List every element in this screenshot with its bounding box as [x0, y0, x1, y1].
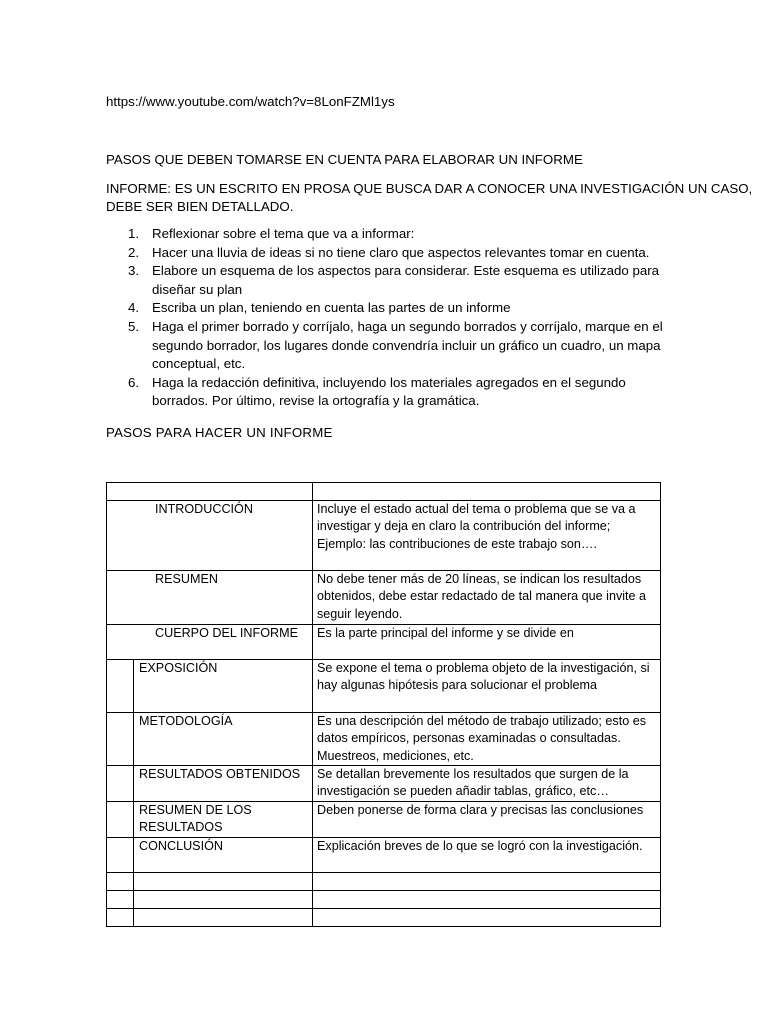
- section-label: RESUMEN: [107, 571, 313, 625]
- heading-steps-to-consider: PASOS QUE DEBEN TOMARSE EN CUENTA PARA ELABORAR UN INFORME: [106, 152, 583, 167]
- step-number: 5.: [128, 318, 140, 334]
- table-row: [107, 766, 661, 802]
- list-item: [106, 374, 666, 411]
- source-url[interactable]: https://www.youtube.com/watch?v=8LonFZMl1ys: [106, 94, 395, 109]
- section-description: Es la parte principal del informe y se divide en: [313, 625, 661, 660]
- section-label: INTRODUCCIÓN: [107, 501, 313, 571]
- subsection-description: Es una descripción del método de trabajo utilizado; esto es datos empíricos, personas examinadas o consultadas. Muestreos, mediciones, etc.: [313, 713, 661, 766]
- subsection-label: RESUMEN DE LOS RESULTADOS: [134, 801, 313, 837]
- table-row: [107, 571, 661, 625]
- subsection-description: Se expone el tema o problema objeto de la investigación, si hay algunas hipótesis para solucionar el problema: [313, 660, 661, 713]
- informe-definition-line-1: INFORME: ES UN ESCRITO EN PROSA QUE BUSCA DAR A CONOCER UNA INVESTIGACIÓN UN CASO,: [106, 181, 753, 196]
- step-text: Hacer una lluvia de ideas si no tiene claro que aspectos relevantes tomar en cuenta.: [152, 244, 650, 260]
- list-item: [106, 244, 666, 263]
- subsection-label: RESULTADOS OBTENIDOS: [134, 766, 313, 802]
- list-item: [106, 318, 666, 374]
- step-number: 2.: [128, 244, 140, 260]
- step-text: Haga el primer borrado y corríjalo, haga un segundo borrados y corríjalo, marque en el segundo borrador, los lugares donde convendría incluir un gráfico un cuadro, un mapa conceptual, etc.: [152, 318, 663, 372]
- table-row: [107, 872, 661, 890]
- table-row: [107, 483, 661, 501]
- step-number: 6.: [128, 374, 140, 390]
- subsection-label: METODOLOGÍA: [134, 713, 313, 766]
- step-number: 1.: [128, 226, 140, 241]
- table-row: [107, 501, 661, 571]
- subsection-description: Deben ponerse de forma clara y precisas las conclusiones: [313, 801, 661, 837]
- table-row: [107, 713, 661, 766]
- section-description: No debe tener más de 20 líneas, se indican los resultados obtenidos, debe estar redactado de tal manera que invite a seguir leyendo.: [313, 571, 661, 625]
- subsection-label: EXPOSICIÓN: [134, 660, 313, 713]
- list-item: [106, 262, 666, 299]
- table-row: [107, 837, 661, 872]
- step-text: Reflexionar sobre el tema que va a informar:: [152, 226, 415, 241]
- step-text: Elabore un esquema de los aspectos para considerar. Este esquema es utilizado para diseñar su plan: [152, 263, 660, 297]
- step-number: 4.: [128, 300, 140, 316]
- informe-definition-line-2: DEBE SER BIEN DETALLADO.: [106, 199, 294, 214]
- table-row: [107, 801, 661, 837]
- step-number: 3.: [128, 263, 140, 279]
- section-description: Incluye el estado actual del tema o problema que se va a investigar y deja en claro la contribución del informe; Ejemplo: las contribuciones de este trabajo son….: [313, 501, 661, 571]
- table-row: [107, 890, 661, 908]
- table-row: [107, 625, 661, 660]
- steps-list: [106, 225, 666, 411]
- list-item: [106, 299, 666, 318]
- table-row: [107, 660, 661, 713]
- subsection-description: Explicación breves de lo que se logró con la investigación.: [313, 837, 661, 872]
- step-text: Haga la redacción definitiva, incluyendo los materiales agregados en el segundo borrados. Por último, revise la ortografía y la gramática.: [152, 374, 626, 409]
- report-structure-table: [106, 482, 661, 927]
- table-row: [107, 908, 661, 926]
- step-text: Escriba un plan, teniendo en cuenta las partes de un informe: [152, 300, 511, 316]
- section-label: CUERPO DEL INFORME: [107, 625, 313, 660]
- subsection-description: Se detallan brevemente los resultados que surgen de la investigación se pueden añadir tablas, gráfico, etc…: [313, 766, 661, 802]
- list-item: [106, 225, 666, 244]
- subsection-label: CONCLUSIÓN: [134, 837, 313, 872]
- heading-steps-to-make-report: PASOS PARA HACER UN INFORME: [106, 425, 333, 440]
